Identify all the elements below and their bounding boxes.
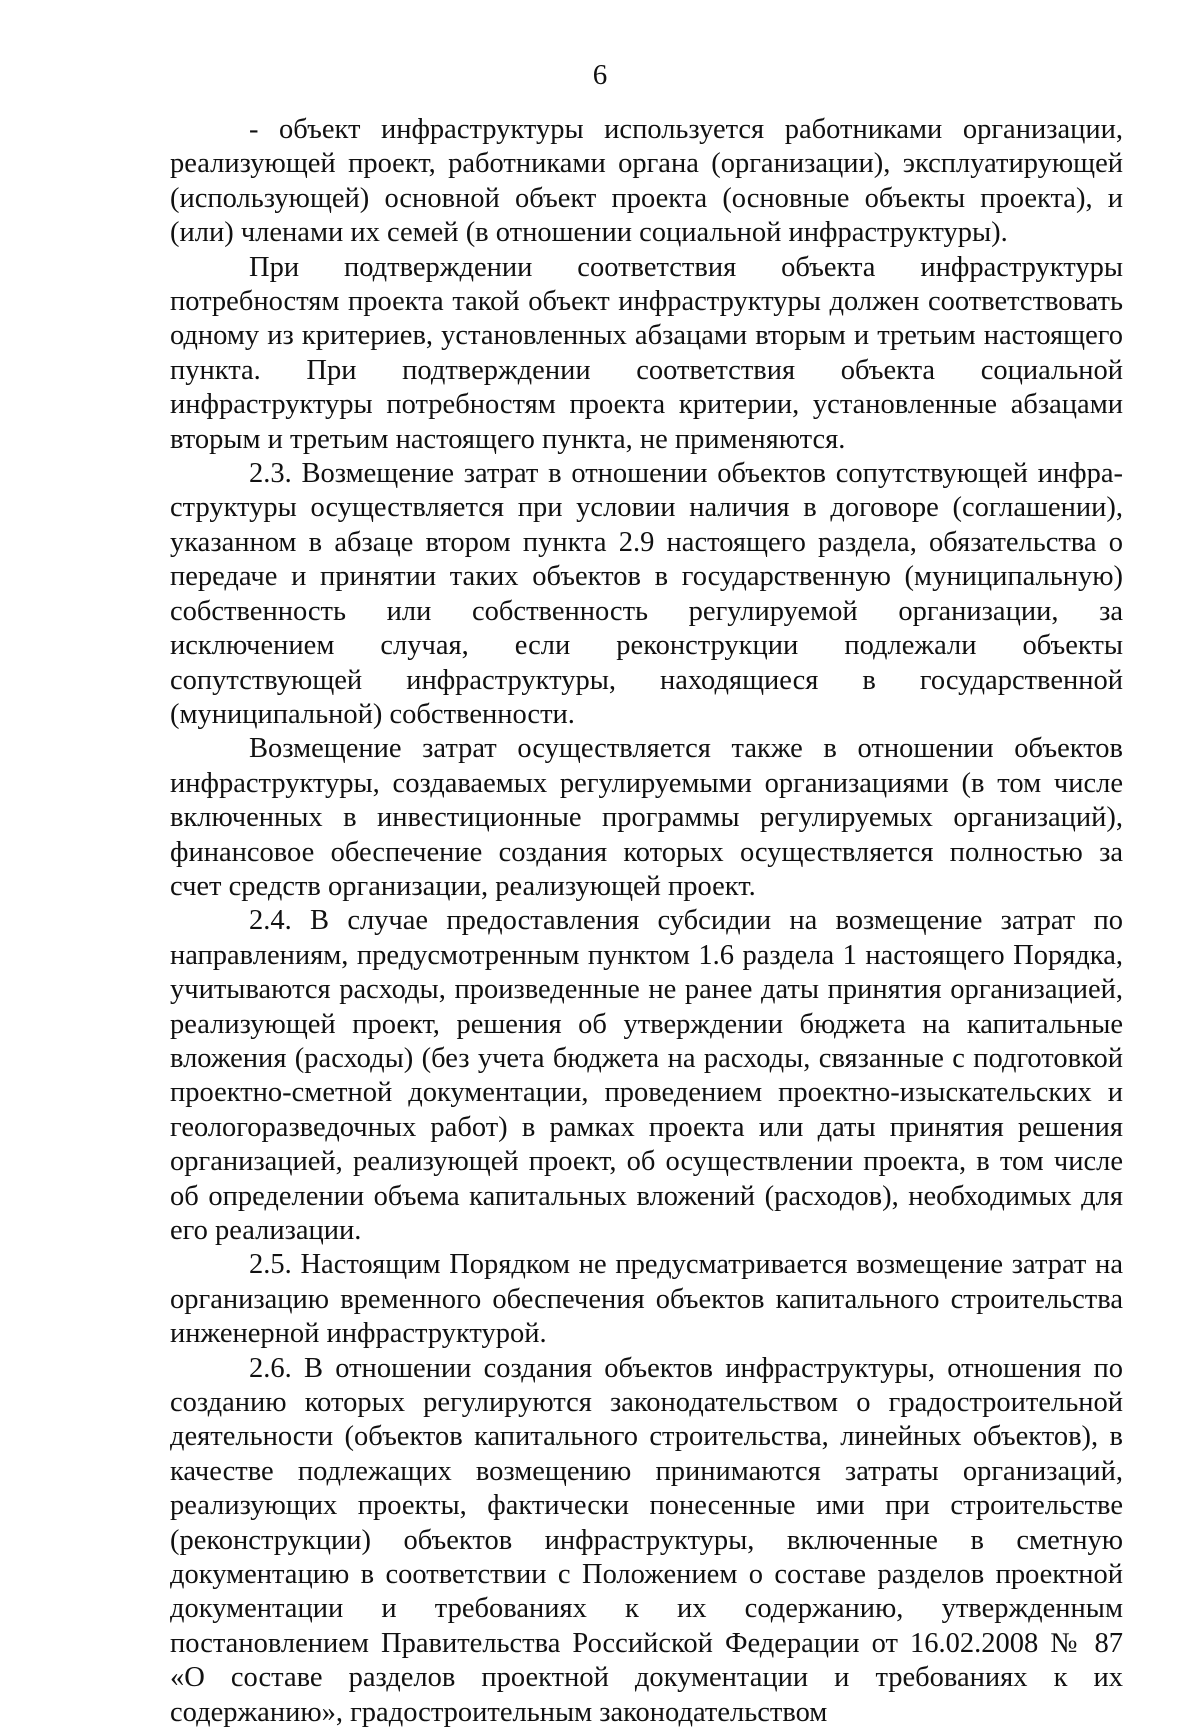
paragraph-2-6: 2.6. В отношении создания объектов инфраструктуры, отношения по созданию которых регулируются законодательством о градостроительной деятельности (объектов капитального строительства, линейных объектов), в качестве подлежащих возмещению принимаются затраты организаций, реализующих проекты, фактически понесенные ими при строительстве (реконструкции) объектов инфраструктуры, включенные в сметную документацию в соответствии с Положением о составе разделов проектной документации и требованиях к их содержанию, утвержденным постановлением Правительства Российской Федерации от 16.02.2008 № 87 «О составе разделов проектной документации и требованиях к их содержанию», градостроительным законодательством bbox=[170, 1352, 1123, 1728]
paragraph-regulated-organizations: Возмещение затрат осуществляется также в отношении объектов инфраструктуры, создаваемых регулируемыми организациями (в том числе включенных в инвестиционные программы регулируемых организаций), финансовое обеспечение создания которых осуществляется полностью за счет средств организации, реализующей проект. bbox=[170, 733, 1123, 902]
page-number: 6 bbox=[592, 59, 608, 91]
paragraph-2-4: 2.4. В случае предоставления субсидии на возмещение затрат по направлениям, предусмотренным пунктом 1.6 раздела 1 настоящего Порядка, учитываются расходы, произведенные не ранее даты принятия организацией, реализующей проект, решения об утверждении бюджета на капитальные вложения (расходы) (без учета бюджета на расходы, связанные с подготовкой проектно-сметной документации, проведением проектно-изыскательских и геологоразведочных работ) в рамках проекта или даты принятия решения организацией, реализующей проект, об осуществлении проекта, в том числе об определении объема капитальных вложений (расходов), необходимых для его реализации. bbox=[170, 905, 1123, 1246]
paragraph-compliance-confirmation: При подтверждении соответствия объекта инфраструктуры потребностям проекта такой объект инфраструктуры должен соответствовать одному из критериев, установленных абзацами вторым и третьим настоящего пункта. При подтверждении соответствия объекта социальной инфраструктуры потребностям проекта критерии, установленные абзацами вторым и третьим настоящего пункта, не применяются. bbox=[170, 251, 1123, 455]
document-body bbox=[170, 113, 1123, 1730]
paragraph-2-3: 2.3. Возмещение затрат в отношении объектов сопутствующей инфраструктуры осуществляется при условии наличия в договоре (соглашении), указанном в абзаце втором пункта 2.9 настоящего раздела, обязательства о передаче и принятии таких объектов в государственную (муниципальную) собственность или собственность регулируемой организации, за исключением случая, если реконструкции подлежали объекты сопутствующей инфраструктуры, находящиеся в государственной (муниципальной) собственности. bbox=[170, 458, 1123, 730]
paragraph-2-5: 2.5. Настоящим Порядком не предусматривается возмещение затрат на организацию временного обеспечения объектов капитального строительства инженерной инфраструктурой. bbox=[170, 1249, 1123, 1350]
paragraph-infrastructure-use: - объект инфраструктуры используется работниками организации, реализующей проект, работниками органа (организации), эксплуатирующей (использующей) основной объект проекта (основные объекты проекта), и (или) членами их семей (в отношении социальной инфраструктуры). bbox=[170, 114, 1123, 249]
